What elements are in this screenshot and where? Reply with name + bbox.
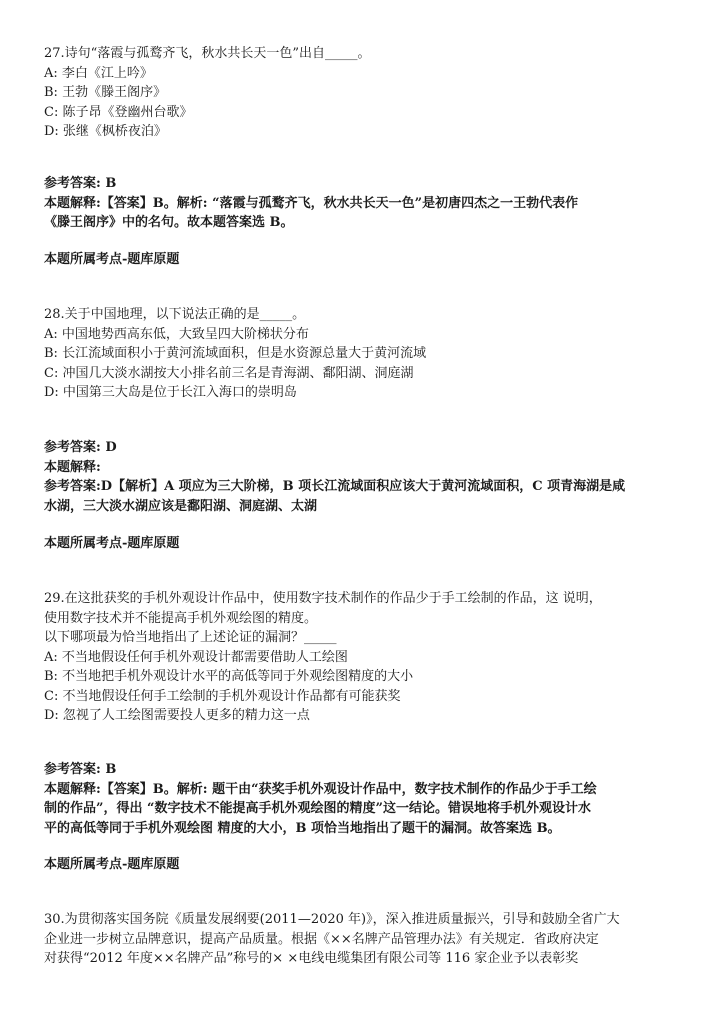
explanation-line: 本题解释:【答案】B。解析: 题干由“获奖手机外观设计作品中，数字技术制作的作品少于手工绘 [44, 781, 597, 797]
option-b: B: 不当地把手机外观设计水平的高低等同于外观绘图精度的大小 [44, 669, 414, 684]
answer-block-28 [44, 438, 684, 516]
question-stem: 30.为贯彻落实国务院《质量发展纲要(2011—2020 年)》，深入推进质量振兴，引导和鼓励全省广大 [44, 912, 620, 927]
reference-answer: 参考答案: B [44, 176, 117, 191]
explanation-line: 参考答案:D【解析】A 项应为三大阶梯，B 项长江流域面积应该大于黄河流域面积，C 项青海湖是咸 [44, 479, 626, 494]
question-stem: 28.关于中国地理，以下说法正确的是_____。 [44, 307, 306, 322]
source-29 [44, 855, 684, 875]
explanation-line: 制的作品”，得出 “数字技术不能提高手机外观绘图的精度”这一结论。错误地将手机外观设计水 [44, 801, 591, 816]
explanation-line: 平的高低等同于手机外观绘图 精度的大小，B 项恰当地指出了题干的漏洞。故答案选 B。 [44, 820, 561, 836]
option-b: B: 长江流域面积小于黄河流域面积，但是水资源总量大于黄河流域 [44, 346, 427, 361]
question-source: 本题所属考点-题库原题 [44, 536, 180, 551]
question-stem: 29.在这批获奖的手机外观设计作品中，使用数字技术制作的作品少于手工绘制的作品，这 说明， [44, 591, 602, 606]
question-source: 本题所属考点-题库原题 [44, 857, 180, 872]
option-c: C: 冲国几大淡水湖按大小排名前三名是青海湖、鄱阳湖、洞庭湖 [44, 365, 414, 381]
question-stem: 27.诗句“落霞与孤鹜齐飞，秋水共长天一色”出自_____。 [44, 46, 371, 61]
question-stem: 以下哪项最为恰当地指出了上述论证的漏洞？_____ [44, 630, 337, 645]
explanation-line: 《滕王阁序》中的名句。故本题答案选 B。 [44, 215, 294, 230]
reference-answer: 参考答案: D [44, 440, 117, 455]
option-a: A: 不当地假设任何手机外观设计都需要借助人工绘图 [44, 649, 348, 665]
explanation-line: 本题解释:【答案】B。解析: “落霞与孤鹜齐飞，秋水共长天一色”是初唐四杰之一王勃代表作 [44, 195, 579, 211]
question-stem: 企业进一步树立品牌意识，提高产品质量。根据《××名牌产品管理办法》有关规定．省政府决定 [44, 931, 599, 947]
question-28 [44, 305, 684, 403]
option-d: D: 张继《枫桥夜泊》 [44, 124, 167, 139]
source-28 [44, 534, 684, 554]
question-source: 本题所属考点-题库原题 [44, 252, 180, 267]
question-30 [44, 910, 684, 969]
reference-answer: 参考答案: B [44, 762, 117, 777]
explanation-line: 水湖，三大淡水湖应该是鄱阳湖、洞庭湖、太湖 [44, 498, 318, 514]
answer-block-27 [44, 174, 684, 233]
option-a: A: 中国地势西高东低，大致呈四大阶梯状分布 [44, 326, 309, 342]
option-c: C: 陈子昂《登幽州台歌》 [44, 104, 193, 120]
option-c: C: 不当地假设任何手工绘制的手机外观设计作品都有可能获奖 [44, 688, 401, 704]
option-b: B: 王勃《滕王阁序》 [44, 85, 167, 100]
question-stem: 使用数字技术并不能提高手机外观绘图的精度。 [44, 610, 318, 626]
explanation-line: 本题解释: [44, 459, 101, 475]
question-29 [44, 589, 684, 726]
option-d: D: 中国第三大岛是位于长江入海口的崇明岛 [44, 385, 297, 400]
option-d: D: 忽视了人工绘图需要投人更多的精力这一点 [44, 708, 310, 723]
source-27 [44, 250, 684, 270]
option-a: A: 李白《江上吟》 [44, 65, 153, 81]
question-stem: 对获得“2012 年度××名牌产品”称号的× ×电线电缆集团有限公司等 116 家企业予以表彰奖 [44, 951, 579, 966]
answer-block-29 [44, 760, 684, 838]
question-27 [44, 44, 684, 142]
